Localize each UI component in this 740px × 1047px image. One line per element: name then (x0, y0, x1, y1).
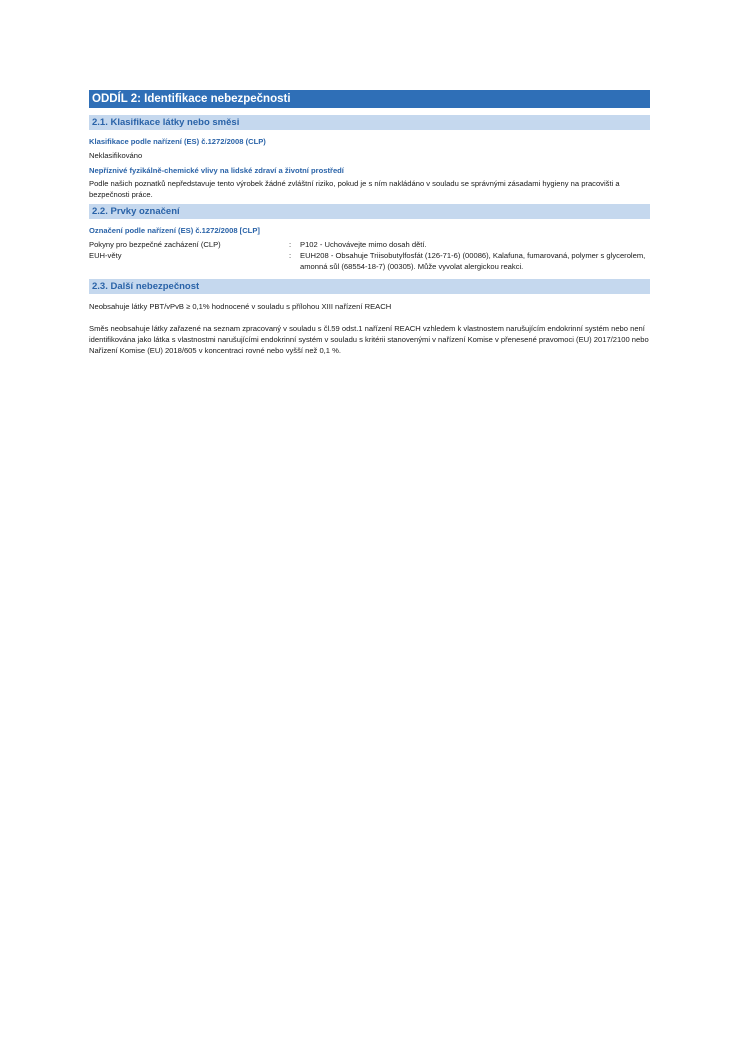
row-key: EUH-věty (89, 251, 122, 260)
labelling-label: Označení podle nařízení (ES) č.1272/2008 [CLP] (89, 226, 260, 235)
row-key: Pokyny pro bezpečné zacházení (CLP) (89, 240, 221, 249)
subsection-2-3-title: 2.3. Další nebezpečnost (89, 279, 650, 294)
subsection-2-2-title: 2.2. Prvky označení (89, 204, 650, 219)
subsection-2-1-title: 2.1. Klasifikace látky nebo směsi (89, 115, 650, 130)
precaution-row (89, 239, 650, 250)
section-title: ODDÍL 2: Identifikace nebezpečnosti (89, 90, 650, 108)
endocrine-statement: Směs neobsahuje látky zařazené na seznam zpracovaný v souladu s čl.59 odst.1 nařízení REACH vzhledem k vlastnostem narušujícím endokrinní systém nebo není identifikována jako látka s vlastnostmi narušujícími endokrinní systém v souladu s kritérii stanovenými v nařízení Komise v přenesené pravomoci (EU) 2017/2100 nebo Nařízení Komise (EU) 2018/605 v koncentraci rovné nebo vyšší než 0,1 %. (89, 324, 649, 355)
classification-value: Neklasifikováno (89, 151, 143, 160)
effects-text: Podle našich poznatků nepředstavuje tento výrobek žádné zvláštní riziko, pokud je s ním nakládáno v souladu se správnými zásadami hygieny na pracovišti a bezpečnosti práce. (89, 179, 620, 199)
row-separator: : (289, 251, 292, 260)
euh-row (89, 250, 650, 272)
row-value: P102 - Uchovávejte mimo dosah dětí. (300, 240, 427, 249)
row-separator: : (289, 240, 292, 249)
effects-label: Nepříznivé fyzikálně-chemické vlivy na lidské zdraví a životní prostředí (89, 166, 344, 175)
row-value: EUH208 - Obsahuje Triisobutylfosfát (126-71-6) (00086), Kalafuna, fumarovaná, polymer s glycerolem, amonná sůl (68554-18-7) (00305). Může vyvolat alergickou reakci. (300, 251, 646, 271)
classification-label: Klasifikace podle nařízení (ES) č.1272/2008 (CLP) (89, 137, 266, 146)
section-content (89, 90, 650, 356)
pbt-statement: Neobsahuje látky PBT/vPvB ≥ 0,1% hodnocené v souladu s přílohou XIII nařízení REACH (89, 302, 392, 311)
